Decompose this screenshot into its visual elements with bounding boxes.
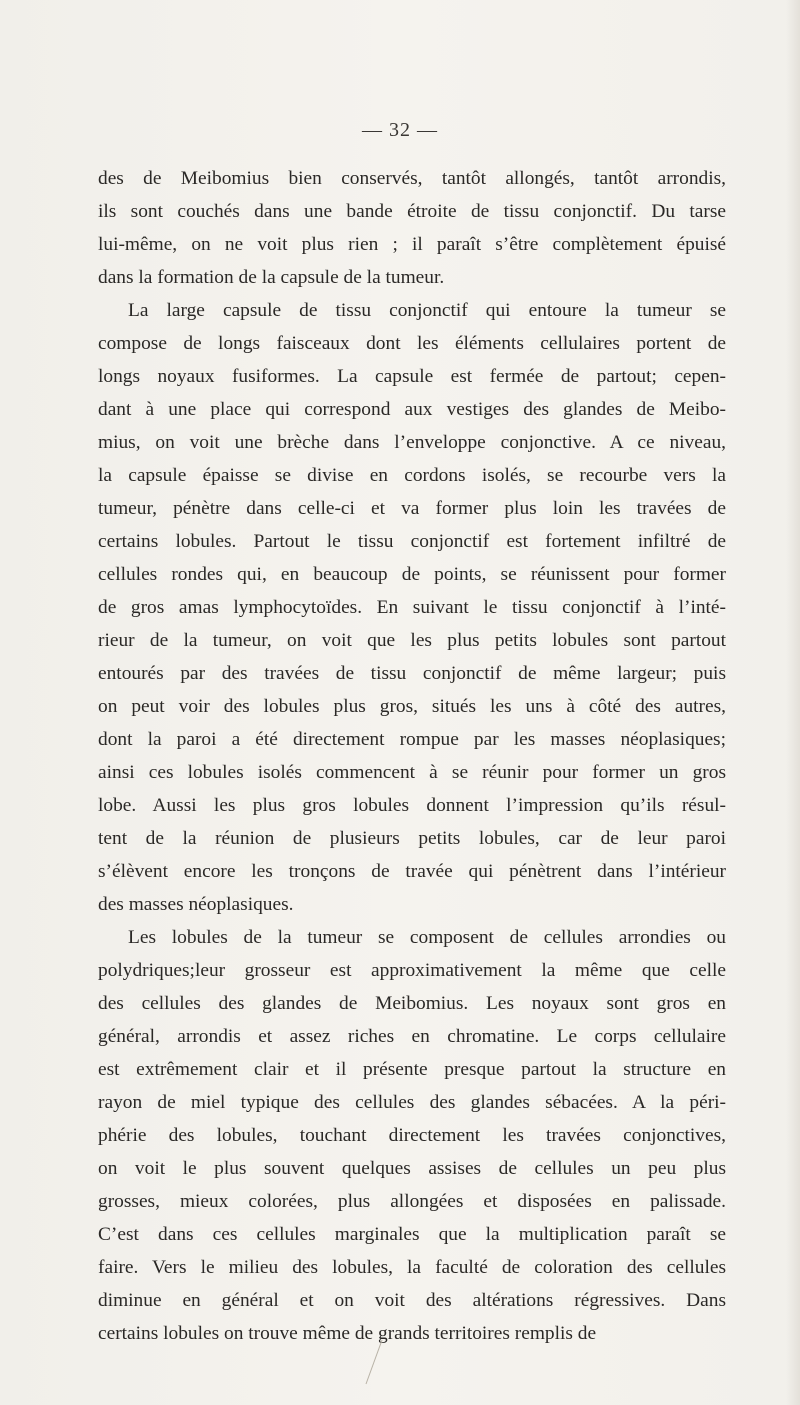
text-line: grosses, mieux colorées, plus allongées et disposées en palissade.: [98, 1191, 726, 1212]
text-line: entourés par des travées de tissu conjonctif de même largeur; puis: [98, 663, 726, 684]
text-line: Les lobules de la tumeur se composent de cellules arrondies ou: [128, 927, 726, 948]
text-line: général, arrondis et assez riches en chromatine. Le corps cellulaire: [98, 1026, 726, 1047]
text-line: diminue en général et on voit des altérations régressives. Dans: [98, 1290, 726, 1311]
text-line: rayon de miel typique des cellules des glandes sébacées. A la péri-: [98, 1092, 726, 1113]
text-line: tumeur, pénètre dans celle-ci et va former plus loin les travées de: [98, 498, 726, 519]
text-line: lui-même, on ne voit plus rien ; il paraît s’être complètement épuisé: [98, 234, 726, 255]
text-line: dont la paroi a été directement rompue par les masses néoplasiques;: [98, 729, 726, 750]
text-line: la capsule épaisse se divise en cordons isolés, se recourbe vers la: [98, 465, 726, 486]
text-line: ainsi ces lobules isolés commencent à se réunir pour former un gros: [98, 762, 726, 783]
text-line: des de Meibomius bien conservés, tantôt allongés, tantôt arrondis,: [98, 168, 726, 189]
page-edge-shadow: [786, 0, 800, 1405]
text-line: polydriques;leur grosseur est approximativement la même que celle: [98, 960, 726, 981]
pencil-stroke-mark: [362, 1338, 384, 1388]
text-line: certains lobules on trouve même de grands territoires remplis de: [98, 1323, 597, 1344]
text-line: certains lobules. Partout le tissu conjonctif est fortement infiltré de: [98, 531, 726, 552]
text-line: on peut voir des lobules plus gros, situés les uns à côté des autres,: [98, 696, 726, 717]
text-line: longs noyaux fusiformes. La capsule est fermée de partout; cepen-: [98, 366, 726, 387]
text-line: faire. Vers le milieu des lobules, la faculté de coloration des cellules: [98, 1257, 726, 1278]
text-line: des cellules des glandes de Meibomius. Les noyaux sont gros en: [98, 993, 726, 1014]
text-line: C’est dans ces cellules marginales que la multiplication paraît se: [98, 1224, 726, 1245]
page-number: — 32 —: [362, 119, 438, 141]
text-line: cellules rondes qui, en beaucoup de points, se réunissent pour former: [98, 564, 726, 585]
text-line: des masses néoplasiques.: [98, 894, 294, 915]
text-line: ils sont couchés dans une bande étroite de tissu conjonctif. Du tarse: [98, 201, 726, 222]
text-line: La large capsule de tissu conjonctif qui entoure la tumeur se: [128, 300, 726, 321]
text-line: on voit le plus souvent quelques assises de cellules un peu plus: [98, 1158, 726, 1179]
text-line: s’élèvent encore les tronçons de travée qui pénètrent dans l’intérieur: [98, 861, 726, 882]
text-line: rieur de la tumeur, on voit que les plus petits lobules sont partout: [98, 630, 726, 651]
text-line: dant à une place qui correspond aux vestiges des glandes de Meibo-: [98, 399, 726, 420]
text-line: dans la formation de la capsule de la tumeur.: [98, 267, 445, 288]
text-line: tent de la réunion de plusieurs petits lobules, car de leur paroi: [98, 828, 726, 849]
text-line: compose de longs faisceaux dont les éléments cellulaires portent de: [98, 333, 726, 354]
body-text: [98, 162, 726, 1350]
text-line: phérie des lobules, touchant directement les travées conjonctives,: [98, 1125, 726, 1146]
text-line: de gros amas lymphocytoïdes. En suivant le tissu conjonctif à l’inté-: [98, 597, 726, 618]
text-line: est extrêmement clair et il présente presque partout la structure en: [98, 1059, 726, 1080]
text-line: mius, on voit une brèche dans l’enveloppe conjonctive. A ce niveau,: [98, 432, 726, 453]
text-line: lobe. Aussi les plus gros lobules donnent l’impression qu’ils résul-: [98, 795, 726, 816]
